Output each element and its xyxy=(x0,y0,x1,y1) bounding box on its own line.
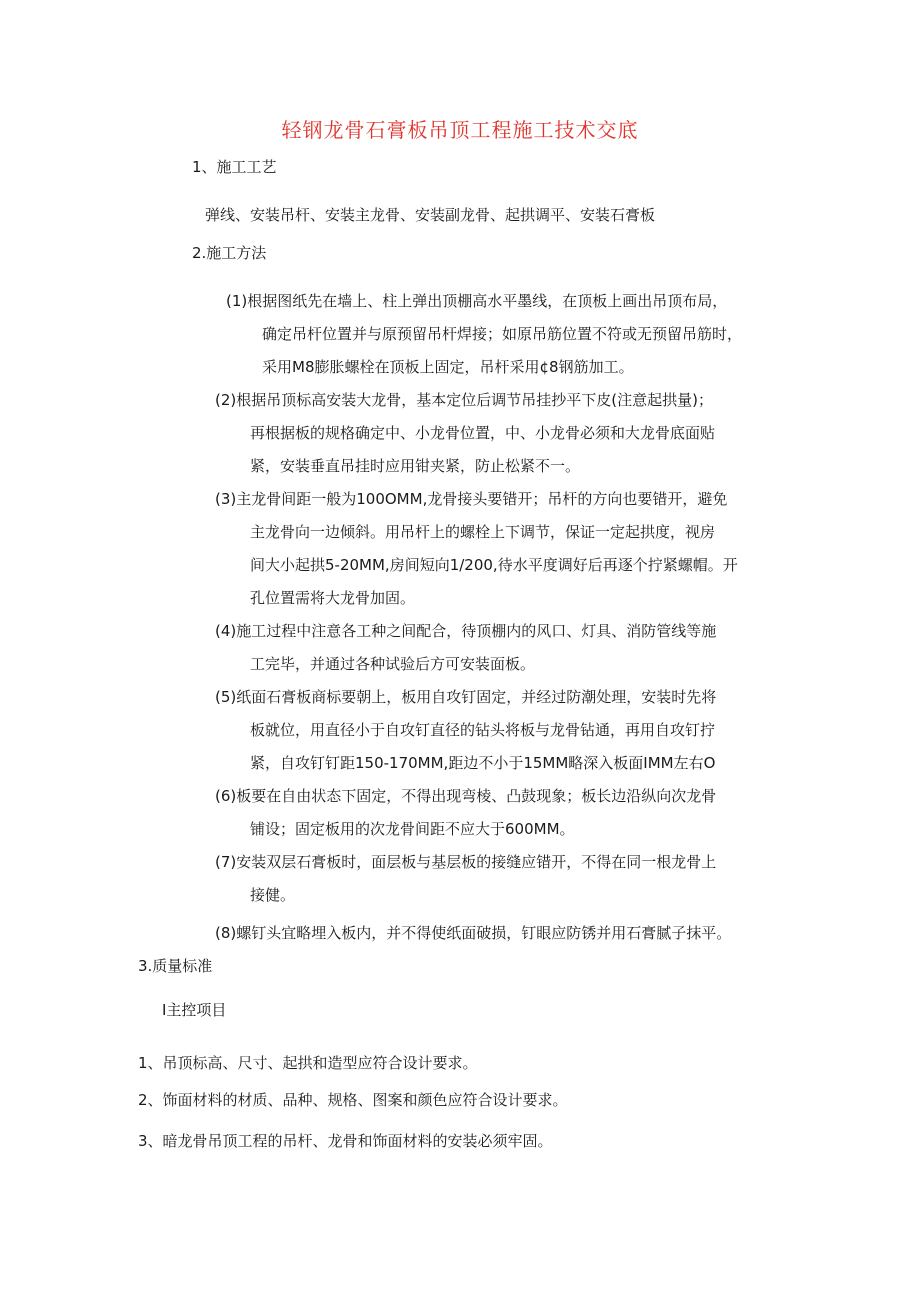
method-item-4-line-1: (4)施工过程中注意各工种之间配合，待顶棚内的风口、灯具、消防管线等施 xyxy=(215,622,717,640)
method-item-4-line-2: 工完毕，并通过各种试验后方可安装面板。 xyxy=(250,655,536,673)
section3-subheading: I主控项目 xyxy=(162,1001,227,1019)
method-item-3-line-1: (3)主龙骨间距一般为100OMM,龙骨接头要错开；吊杆的方向也要错开，避免 xyxy=(215,490,728,508)
method-item-8-line-1: (8)螺钉头宜略埋入板内，并不得使纸面破损，钉眼应防锈并用石膏腻子抹平。 xyxy=(215,924,732,942)
method-item-5-line-3: 紧，自攻钉钉距150-170MM,距边不小于15MM略深入板面IMM左右O xyxy=(250,754,716,772)
method-item-1-line-2: 确定吊杆位置并与原预留吊杆焊接；如原吊筋位置不符或无预留吊筋时， xyxy=(262,325,743,343)
method-item-3-line-4: 孔位置需将大龙骨加固。 xyxy=(250,589,416,607)
document-title: 轻钢龙骨石膏板吊顶工程施工技术交底 xyxy=(281,118,639,142)
method-item-3-line-2: 主龙骨向一边倾斜。用吊杆上的螺栓上下调节，保证一定起拱度，视房 xyxy=(250,523,716,541)
method-item-3-line-3: 间大小起拱5-20MM,房间短向1/200,待水平度调好后再逐个拧紧螺帽。开 xyxy=(250,556,738,574)
section3-heading: 3.质量标准 xyxy=(138,957,213,975)
method-item-5-line-2: 板就位，用直径小于自攻钉直径的钻头将板与龙骨钻通，再用自攻钉拧 xyxy=(250,721,716,739)
section1-heading: 1、施工工艺 xyxy=(192,158,277,176)
method-item-2-line-3: 紧，安装垂直吊挂时应用钳夹紧，防止松紧不一。 xyxy=(250,457,581,475)
method-item-7-line-2: 接健。 xyxy=(250,886,296,904)
section2-heading: 2.施工方法 xyxy=(192,244,267,262)
quality-item-2: 2、饰面材料的材质、品种、规格、图案和颜色应符合设计要求。 xyxy=(138,1091,568,1109)
quality-item-1: 1、吊顶标高、尺寸、起拱和造型应符合设计要求。 xyxy=(138,1054,478,1072)
method-item-6-line-1: (6)板要在自由状态下固定，不得出现弯棱、凸鼓现象；板长边沿纵向次龙骨 xyxy=(215,787,717,805)
method-item-7-line-1: (7)安装双层石膏板时，面层板与基层板的接缝应错开，不得在同一根龙骨上 xyxy=(215,853,717,871)
section1-text: 弹线、安装吊杆、安装主龙骨、安装副龙骨、起拱调平、安装石膏板 xyxy=(205,206,656,224)
method-item-2-line-2: 再根据板的规格确定中、小龙骨位置，中、小龙骨必须和大龙骨底面贴 xyxy=(250,424,716,442)
quality-item-3: 3、暗龙骨吊顶工程的吊杆、龙骨和饰面材料的安装必须牢固。 xyxy=(138,1132,553,1150)
method-item-5-line-1: (5)纸面石膏板商标要朝上，板用自攻钉固定，并经过防潮处理，安装时先将 xyxy=(215,688,717,706)
method-item-1-line-1: (1)根据图纸先在墙上、柱上弹出顶棚高水平墨线，在顶板上画出吊顶布局， xyxy=(226,292,728,310)
method-item-1-line-3: 采用M8膨胀螺栓在顶板上固定，吊杆采用¢8钢筋加工。 xyxy=(262,358,634,376)
method-item-6-line-2: 铺设；固定板用的次龙骨间距不应大于600MM。 xyxy=(250,820,575,838)
method-item-2-line-1: (2)根据吊顶标高安装大龙骨，基本定位后调节吊挂抄平下皮(注意起拱量)； xyxy=(215,391,713,409)
